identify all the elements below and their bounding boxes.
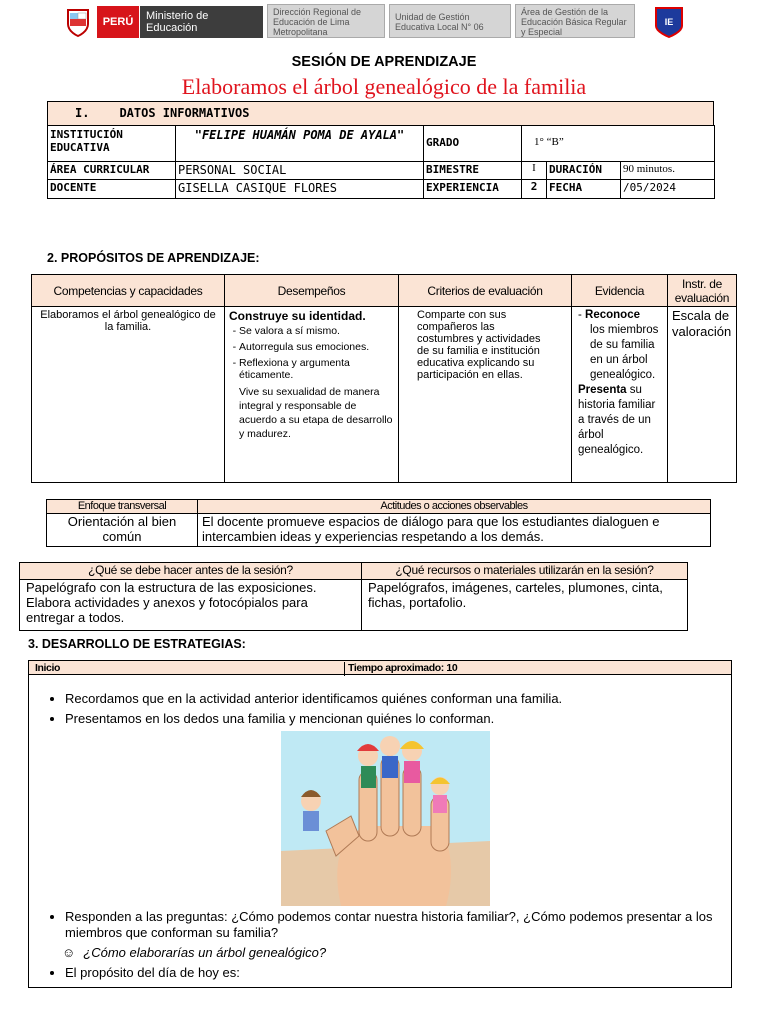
recursos-value: Papelógrafos, imágenes, carteles, plumones, cinta, fichas, portafolio.: [362, 580, 688, 631]
actitudes-header: Actitudes o acciones observables: [198, 500, 711, 514]
preparacion-table: [19, 562, 688, 631]
datos-table: [47, 125, 715, 199]
docente-value: GISELLA CASIQUE FLORES: [176, 180, 424, 199]
bimestre-value: I: [522, 162, 547, 180]
session-title: Elaboramos el árbol genealógico de la familia: [181, 74, 587, 99]
peru-coat-of-arms-logo: [62, 6, 94, 38]
ugel-banner: Unidad de Gestión Educativa Local N° 06: [389, 4, 511, 38]
enfoque-header: Enfoque transversal: [47, 500, 198, 514]
smiley-icon: ☺: [62, 945, 76, 960]
pregunta-text: ¿Cómo elaborarías un árbol genealógico?: [83, 945, 327, 960]
desempeno-item: - Autorregula sus emociones.: [239, 341, 394, 353]
header-criterios: Criterios de evaluación: [399, 275, 572, 307]
session-label: SESIÓN DE APRENDIZAJE: [291, 54, 477, 70]
institucion-label: INSTITUCIÓN EDUCATIVA: [48, 126, 176, 162]
datos-heading-text: DATOS INFORMATIVOS: [119, 106, 250, 120]
antes-header: ¿Qué se debe hacer antes de la sesión?: [20, 563, 362, 580]
desempeno-item: - Se valora a sí mismo.: [239, 325, 394, 337]
area-label: ÁREA CURRICULAR: [48, 162, 176, 180]
enfoque-value: Orientación al bien común: [47, 514, 198, 547]
instrumento-cell: Escala de valoración: [668, 307, 737, 483]
evidencia-reconoce: Reconoce: [585, 309, 640, 321]
evidencia-presenta: Presenta: [578, 384, 627, 396]
institucion-value: "FELIPE HUAMÁN POMA DE AYALA": [176, 126, 424, 162]
finger-family-image: [281, 731, 490, 906]
desempeno-extra: Vive su sexualidad de manera integral y responsable de acuerdo a su etapa de desarrollo y madurez.: [239, 386, 393, 440]
desempenos-cell: [225, 307, 399, 483]
responden-bullet: • Responden a las preguntas: ¿Cómo podemos contar nuestra historia familiar?, ¿Cómo podemos presentar a los miembros que conforman su familia?: [65, 909, 729, 941]
bimestre-label: BIMESTRE: [424, 162, 522, 180]
area-value: PERSONAL SOCIAL: [176, 162, 424, 180]
fecha-label: FECHA: [547, 180, 621, 199]
peru-label: PERÚ: [97, 6, 139, 38]
area-gestion-banner: Área de Gestión de la Educación Básica Regular y Especial: [515, 4, 635, 38]
ministerio-label: Ministerio de Educación: [140, 6, 263, 38]
tiempo-label: Tiempo aproximado: 10: [344, 662, 457, 676]
datos-heading-number: I.: [75, 106, 90, 120]
competencia-cell: Elaboramos el árbol genealógico de la familia.: [32, 307, 225, 483]
duracion-label: DURACIÓN: [547, 162, 621, 180]
datos-heading: [47, 101, 714, 126]
inicio-bar: [28, 660, 732, 675]
school-emblem-logo: [652, 5, 686, 39]
evidencia-cell: - Reconoce los miembros de su familia en un árbol genealógico. Presenta su historia familiar a través de un árbol genealógico.: [572, 307, 668, 483]
propositos-table: [31, 274, 737, 483]
fecha-value: /05/2024: [621, 180, 715, 199]
dre-banner: Dirección Regional de Educación de Lima Metropolitana: [267, 4, 385, 38]
recursos-header: ¿Qué recursos o materiales utilizarán en la sesión?: [362, 563, 688, 580]
actitud-value: El docente promueve espacios de diálogo para que los estudiantes dialoguen e intercambien ideas y experiencias respetando a los demás.: [198, 514, 711, 547]
header-desempenos: Desempeños: [225, 275, 399, 307]
grado-value: 1° “B”: [522, 126, 715, 162]
desempeno-item: - Reflexiona y argumenta éticamente.: [239, 357, 394, 381]
evidencia-text1: los miembros de su familia en un árbol genealógico.: [590, 324, 659, 381]
finger-family-illustration: [281, 731, 490, 906]
inicio-bullet: • Recordamos que en la actividad anterior identificamos quiénes conforman una familia.: [65, 691, 729, 707]
header-instrumento: Instr. de evaluación: [668, 275, 737, 307]
propositos-heading: 2. PROPÓSITOS DE APRENDIZAJE:: [47, 251, 260, 265]
svg-text:IE: IE: [664, 17, 674, 27]
evidencia-text2: su historia familiar a través de un árbol genealógico.: [578, 384, 656, 456]
enfoque-table: [46, 499, 711, 547]
header-evidencia: Evidencia: [572, 275, 668, 307]
pregunta-line: [62, 945, 326, 961]
inicio-bullet: • Presentamos en los dedos una familia y mencionan quiénes lo conforman.: [65, 711, 729, 727]
proposito-bullet: • El propósito del día de hoy es:: [65, 965, 729, 981]
desempeno-title: Construye su identidad.: [229, 309, 366, 323]
duracion-value: 90 minutos.: [621, 162, 715, 180]
experiencia-label: EXPERIENCIA: [424, 180, 522, 199]
inicio-box: [28, 675, 732, 988]
antes-value: Papelógrafo con la estructura de las exposiciones. Elabora actividades y anexos y fotocópialos para entregar a todos.: [20, 580, 362, 631]
docente-label: DOCENTE: [48, 180, 176, 199]
desarrollo-heading: 3. DESARROLLO DE ESTRATEGIAS:: [28, 637, 246, 651]
header-competencias: Competencias y capacidades: [32, 275, 225, 307]
experiencia-value: 2: [522, 180, 547, 199]
criterio-cell: Comparte con sus compañeros las costumbres y actividades de su familia e institución educativa explicando su participación en ellas.: [399, 307, 572, 483]
inicio-label: Inicio: [35, 662, 61, 674]
grado-label: GRADO: [424, 126, 522, 162]
